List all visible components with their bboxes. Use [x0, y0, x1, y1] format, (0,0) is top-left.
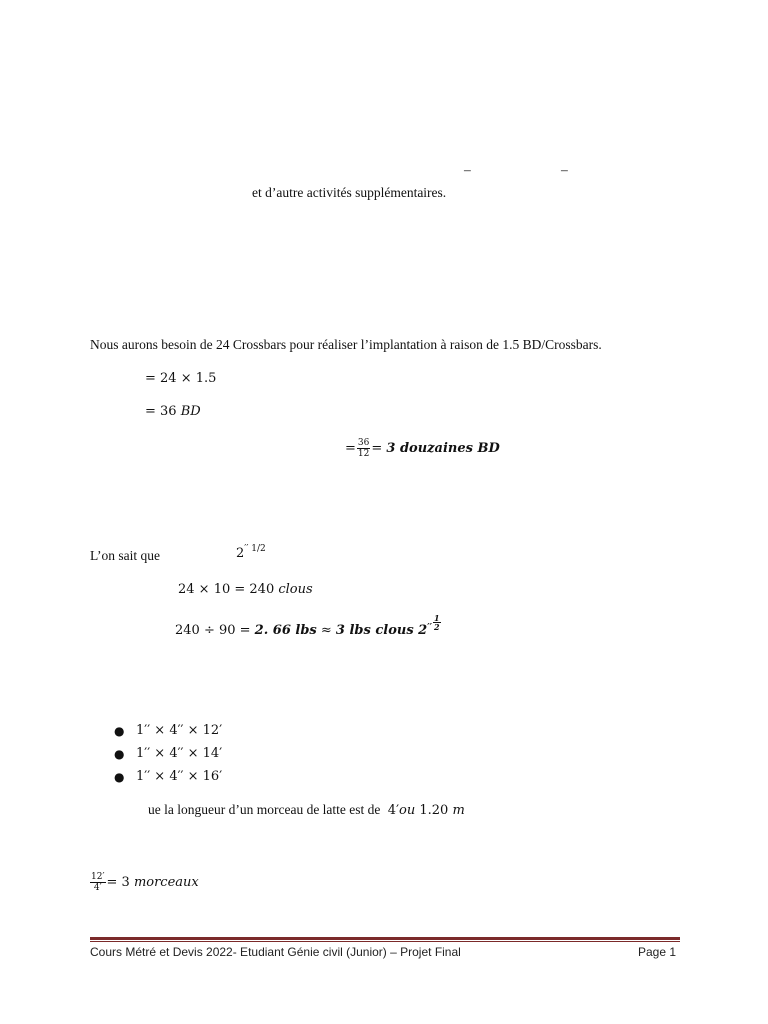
footer-rule-thin — [90, 941, 680, 942]
fraction-numerator: 36 — [357, 438, 370, 448]
calc-line-5-sup: ′′ — [427, 623, 432, 633]
calc-line-2-unit: BD — [180, 404, 201, 419]
list-item — [90, 746, 222, 769]
calc-line-1-expr: = 24 × 1.5 — [145, 371, 217, 386]
calc-line-1 — [145, 371, 216, 386]
calc-line-5 — [175, 613, 442, 639]
bullet-icon: ● — [114, 747, 125, 761]
footer-page-number: Page 1 — [638, 945, 677, 959]
latte-length-ou: ou — [399, 803, 416, 818]
calc-line-3-result: 3 douzaines BD — [386, 441, 500, 456]
calc-line-2 — [145, 404, 201, 419]
bullet-icon: ● — [114, 770, 125, 784]
fraction-numerator: 12′ — [91, 872, 105, 882]
latte-length-m: m — [452, 803, 465, 818]
latte-dim: 1′′ × 4′′ × 12′ — [136, 723, 223, 738]
calc-line-3-result-eq: = — [371, 441, 387, 456]
fraction-numerator: 1 — [433, 613, 440, 623]
dash-mark: – — [561, 162, 568, 177]
calc-line-2-expr: = 36 — [145, 404, 181, 419]
fraction-denominator: 12 — [357, 449, 370, 459]
nail-size-sup: ′′ 1/2 — [244, 544, 266, 554]
latte-length-ft: 4′ — [387, 803, 400, 818]
crossbars-sentence: Nous aurons besoin de 24 Crossbars pour réaliser l’implantation à raison de 1.5 BD/Crossbars. — [90, 337, 602, 352]
list-item — [90, 769, 222, 792]
fraction-denominator: 2 — [433, 622, 440, 632]
fraction-36-12 — [357, 438, 370, 459]
latte-length-metric: 1.20 — [415, 803, 453, 818]
footer-left: Cours Métré et Devis 2022- Etudiant Génie civil (Junior) – Projet Final — [90, 945, 461, 959]
latte-length — [388, 803, 465, 818]
bullet-icon: ● — [114, 724, 125, 738]
calc-line-4-unit: clous — [278, 582, 313, 597]
fraction-1-2 — [433, 614, 441, 631]
nails-intro: L’on sait que — [90, 548, 160, 563]
calc-line-3-eq: = — [345, 441, 356, 456]
list-item — [90, 723, 222, 746]
dash-mark: – — [464, 162, 471, 177]
calc-line-5-bold2: 3 lbs clous 2 — [335, 623, 428, 638]
nail-size — [236, 546, 266, 561]
nail-size-base: 2 — [236, 546, 245, 561]
calc-line-6 — [89, 872, 199, 893]
intro-line: et d’autre activités supplémentaires. — [252, 185, 447, 200]
footer-rule — [90, 937, 680, 940]
calc-line-5-approx: ≈ — [316, 623, 336, 638]
calc-line-6-unit: morceaux — [133, 875, 199, 890]
calc-line-5-bold1: 2. 66 lbs — [254, 623, 317, 638]
latte-dim: 1′′ × 4′′ × 16′ — [136, 769, 223, 784]
latte-sentence — [148, 802, 465, 818]
fraction-12-4 — [90, 872, 106, 893]
calc-line-5-expr: 240 ÷ 90 = — [175, 623, 255, 638]
latte-dim: 1′′ × 4′′ × 14′ — [136, 746, 223, 761]
lattes-list — [90, 723, 222, 792]
calc-line-4 — [178, 582, 313, 597]
calc-line-6-expr: = 3 — [106, 875, 134, 890]
calc-line-4-expr: 24 × 10 = 240 — [178, 582, 279, 597]
fraction-denominator: 4′ — [93, 883, 102, 893]
latte-sentence-text: ue la longueur d’un morceau de latte est de — [148, 802, 384, 817]
calc-line-3 — [345, 438, 500, 459]
